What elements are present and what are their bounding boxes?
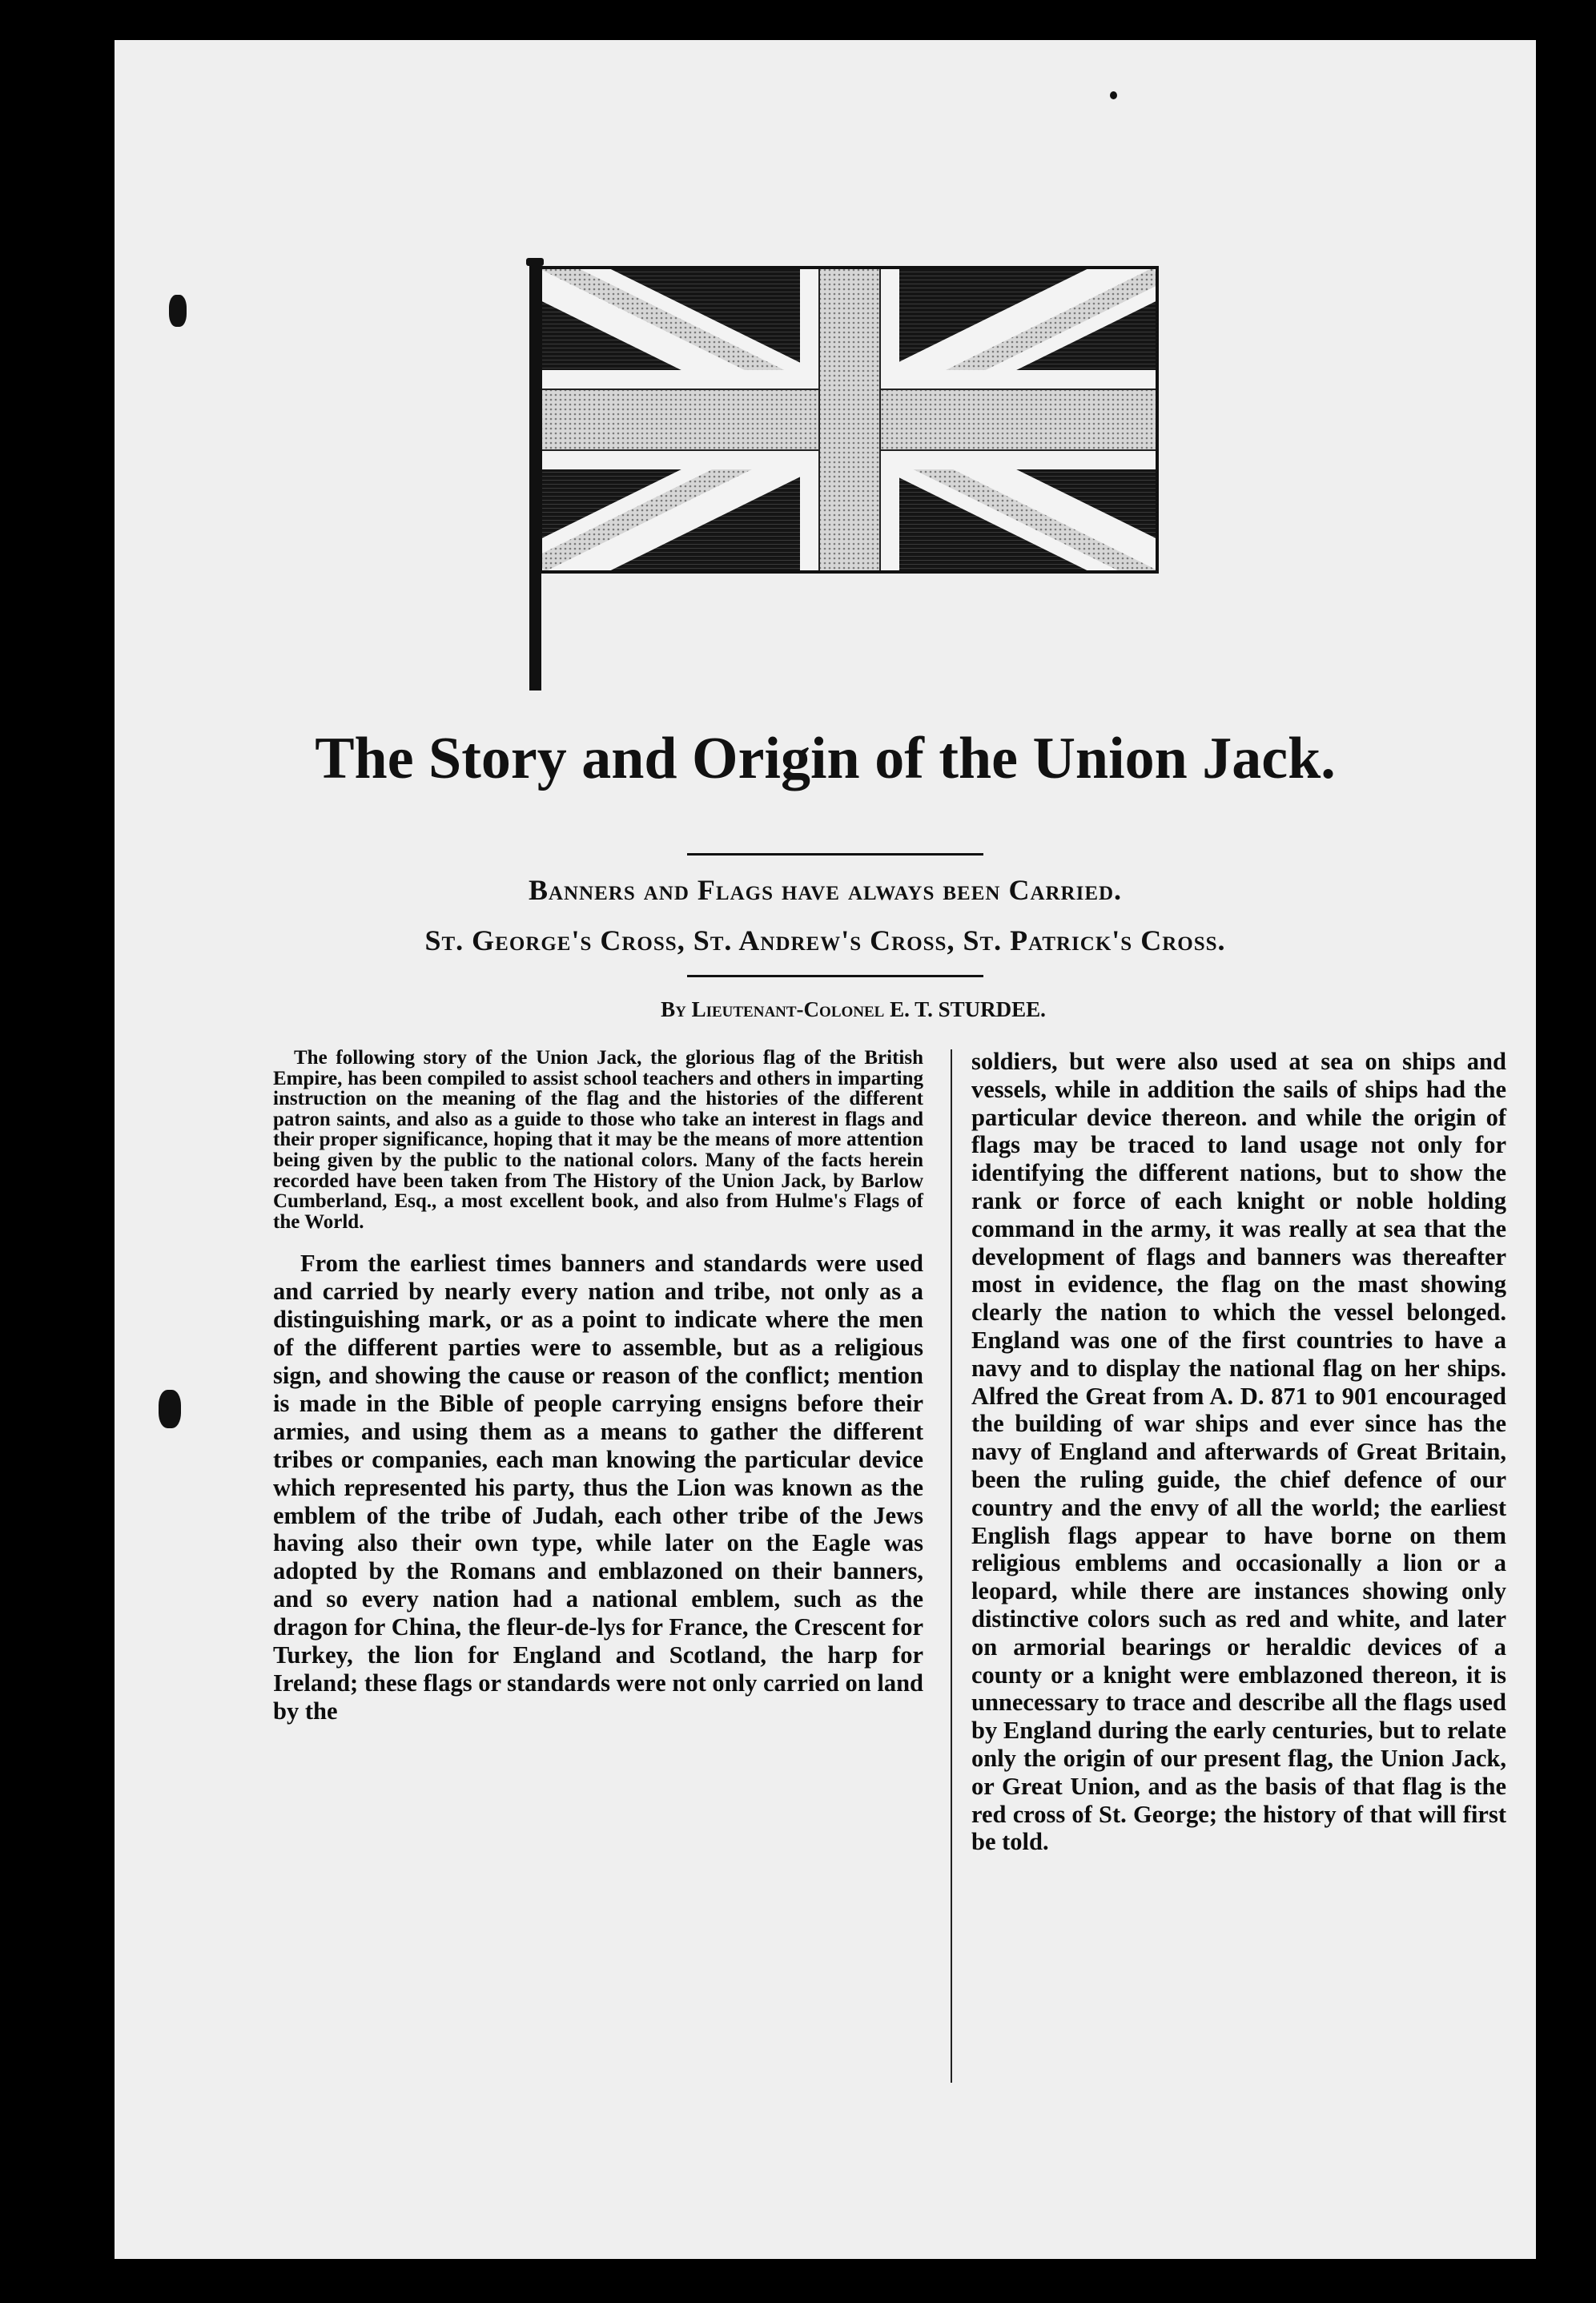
body-paragraph-continued: soldiers, but were also used at sea on ships and vessels, while in addition the sails of ships had the particular device thereon. and while the origin of flags may be traced to land usage not only for identifying the different nations, but to show the rank or force of each knight or noble holding command in the army, it was really at sea that the development of flags and banners was thereafter most in evidence, the flag on the mast showing clearly the nation to which the vessel belonged. England was one of the first countries to have a navy and to display the national flag on her ships. Alfred the Great from A. D. 871 to 901 encouraged the building of war ships and ever since has the navy of England and afterwards of Great Britain, been the ruling guide, the chief defence of our country and the envy of all the world; the earliest English flags appear to have borne on them religious emblems and occasionally a lion or a leopard, while there are instances showing only distinctive colors such as red and white, and later on armorial bearings or heraldic devices of a county or a knight were emblazoned thereon, it is unnecessary to trace and describe all the flags used by England during the early centuries, but to relate only the origin of our present flag, the Union Jack, or Great Union, and as the basis of that flag is the red cross of St. George; the history of that will first be told. xyxy=(971,1048,1506,1856)
ink-dot xyxy=(1110,91,1117,99)
right-column xyxy=(971,1048,1506,1856)
ink-blot xyxy=(169,295,187,327)
document-page xyxy=(115,40,1536,2259)
union-jack-flag-image xyxy=(525,258,1165,690)
intro-paragraph: The following story of the Union Jack, the glorious flag of the British Empire, has been compiled to assist school teachers and others in imparting instruction on the meaning of the flag and the histories of the different patron saints, and also as a guide to those who take an interest in flags and their proper significance, hoping that it may be the means of more attention being given by the public to the national colors. Many of the facts herein recorded have been taken from The History of the Union Jack, by Barlow Cumberland, Esq., a most excellent book, and also from Hulme's Flags of the World. xyxy=(273,1047,923,1233)
subtitle-crosses: St. George's Cross, St. Andrew's Cross, St. Patrick's Cross. xyxy=(424,924,1226,956)
subtitle-rule xyxy=(687,975,983,977)
column-divider xyxy=(951,1049,952,2083)
document-title: The Story and Origin of the Union Jack. xyxy=(315,726,1336,791)
union-jack-flag-icon xyxy=(525,258,1165,690)
author-byline: By Lieutenant-Colonel E. T. STURDEE. xyxy=(661,997,1046,1021)
title-rule xyxy=(687,853,983,856)
subtitle-banners: Banners and Flags have always been Carried. xyxy=(528,874,1123,906)
left-column xyxy=(273,1048,923,1725)
ink-blot xyxy=(159,1390,181,1428)
body-paragraph: From the earliest times banners and standards were used and carried by nearly every nation and tribe, not only as a distinguishing mark, or as a point to indicate where the men of the different parties were to assemble, but as a religious sign, and showing the cause or reason of the conflict; mention is made in the Bible of people carrying ensigns before their armies, and using them as a means to gather the different tribes or companies, each man knowing the particular device which represented his party, thus the Lion was known as the emblem of the tribe of Judah, each other tribe of the Jews having also their own type, while later on the Eagle was adopted by the Romans and emblazoned on their banners, and so every nation had a national emblem, such as the dragon for China, the fleur-de-lys for France, the Crescent for Turkey, the lion for England and Scotland, the harp for Ireland; these flags or standards were not only carried on land by the xyxy=(273,1250,923,1725)
